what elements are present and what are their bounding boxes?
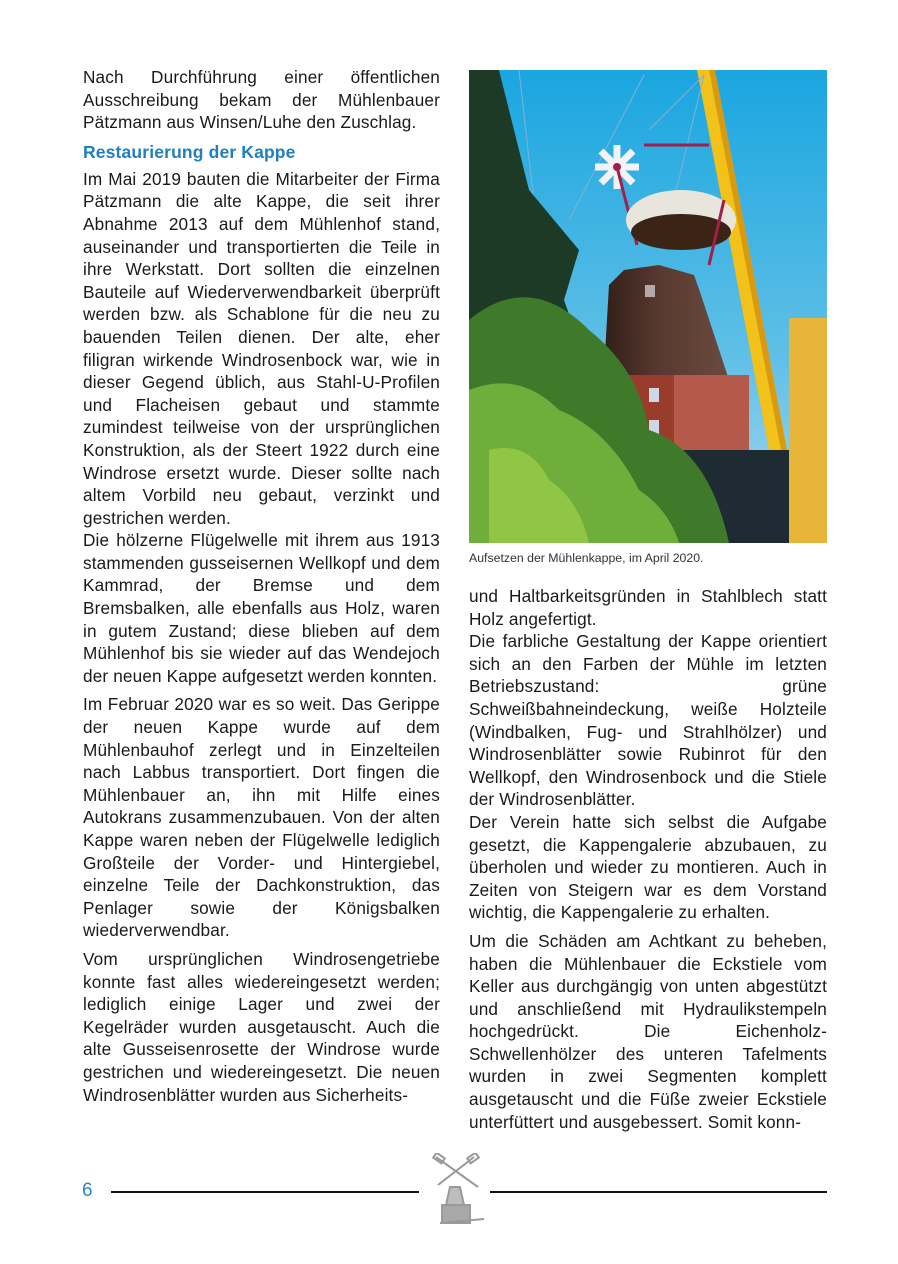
- body-paragraph: Im Februar 2020 war es so weit. Das Gerippe der neuen Kappe wurde auf dem Mühlenbauhof zerlegt und in Einzelteilen nach Labbus transportiert. Dort fingen die Mühlenbauer an, ihn mit Hilfe eines Autokrans zusammenzubauen. Von der alten Kappe waren neben der Flügelwelle lediglich Großteile der Vorder- und Hintergiebel, einzelne Teile der Dachkonstruktion, das Penlager sowie der Königsbalken wiederverwendbar.: [83, 694, 440, 941]
- body-paragraph: Die hölzerne Flügelwelle mit ihrem aus 1913 stammenden gusseisernen Wellkopf und dem Kammrad, der Bremse und dem Bremsbalken, alle ebenfalls aus Holz, waren in gutem Zustand; diese blieben auf dem Mühlenhof bis sie wieder auf das Wendejoch der neuen Kappe aufgesetzt werden konnten.: [83, 530, 440, 686]
- photo-caption: Aufsetzen der Mühlenkappe, im April 2020.: [469, 551, 704, 565]
- body-paragraph: Vom ursprünglichen Windrosengetriebe konnte fast alles wiedereingesetzt werden; lediglich einige Lager und zwei der Kegelräder wurden ausgetauscht. Auch die alte Gusseisenrosette der Windrose wurde gestrichen und wiedereingesetzt. Die neuen Windrosenblätter wurden aus Sicherheits-: [83, 948, 440, 1105]
- body-paragraph: Die farbliche Gestaltung der Kappe orientiert sich an den Farben der Mühle im letzten Betriebszustand: grüne Schweißbahneindeckung, weiße Holzteile (Windbalken, Fug- und Strahlhölzer) und Windrosenblätter sowie Rubinrot für den Wellkopf, den Windrosenbock und die Stiele der Windrosenblätter.: [469, 631, 827, 810]
- footer-rule-left: [111, 1191, 419, 1193]
- body-paragraph: Der Verein hatte sich selbst die Aufgabe gesetzt, die Kappengalerie abzubauen, zu überholen und wieder zu montieren. Auch in Zeiten von Steigern war es dem Vorstand wichtig, die Kappengalerie zu erhalten.: [469, 811, 827, 923]
- left-text-column: [83, 66, 440, 1106]
- section-heading: Restaurierung der Kappe: [83, 141, 296, 162]
- windmill-icon: [430, 1153, 488, 1233]
- intro-paragraph: Nach Durchführung einer öffentlichen Ausschreibung bekam der Mühlenbauer Pätzmann aus Winsen/Luhe den Zuschlag.: [83, 67, 440, 133]
- body-paragraph: und Haltbarkeitsgründen in Stahlblech statt Holz angefertigt.: [469, 586, 827, 629]
- footer-rule-right: [490, 1191, 827, 1193]
- windmill-cap-photo: [469, 70, 827, 543]
- body-paragraph: Im Mai 2019 bauten die Mitarbeiter der Firma Pätzmann die alte Kappe, die seit ihrer Abnahme 2013 auf dem Mühlenhof stand, auseinander und transportierten die Teile in ihre Werkstatt. Dort sollten die einzelnen Bauteile auf Wiederverwendbarkeit überprüft werden bzw. als Schablone für die neu zu bauenden Teilen dienen. Der alte, eher filigran wirkende Windrosenbock war, wie in dieser Gegend üblich, aus Stahl-U-Profilen und Flacheisen gebaut und stammte zumindest teilweise von der ursprünglichen Konstruktion, als der Steert 1922 durch eine Windrose ersetzt wurde. Dieser sollte nach altem Vorbild neu gebaut, verzinkt und gestrichen werden.: [83, 168, 440, 528]
- page-number: 6: [82, 1180, 93, 1201]
- body-paragraph: Um die Schäden am Achtkant zu beheben, haben die Mühlenbauer die Eckstiele vom Keller aus durchgängig von unten abgestützt und anschließend mit Hydraulikstempeln hochgedrückt. Die Eichenholz-Schwellenhölzer des unteren Tafelments wurden in zwei Segmenten komplett ausgetauscht und die Füße zweier Eckstiele unterfüttert und ausgebessert. Somit konn-: [469, 930, 827, 1132]
- right-text-column: [469, 585, 827, 1133]
